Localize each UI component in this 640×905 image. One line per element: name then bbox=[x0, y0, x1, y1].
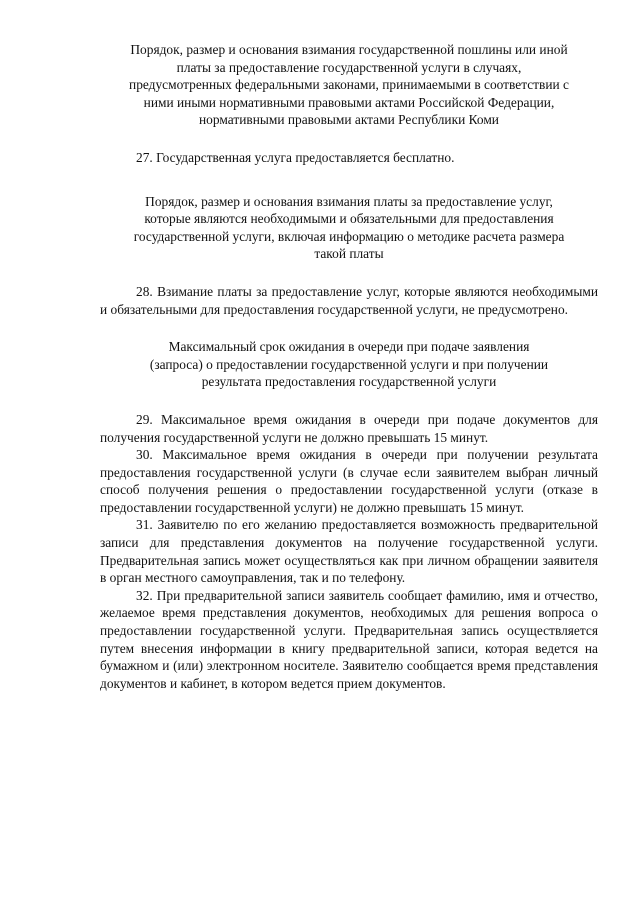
heading-line: нормативными правовыми актами Республики Коми bbox=[199, 112, 499, 128]
document-body bbox=[100, 41, 598, 692]
section-heading-fee bbox=[100, 41, 598, 129]
paragraph-30: 30. Максимальное время ожидания в очереди при получении результата предоставления государственной услуги (в случае если заявителем выбран личный способ получения решения о предоставлении государственной услуги (отказе в предоставлении государственной услуги) не должно превышать 15 минут. bbox=[100, 447, 598, 515]
paragraph-32: 32. При предварительной записи заявитель сообщает фамилию, имя и отчество, желаемое время представления документов, необходимых для решения вопроса о предоставлении государственной услуги. Предварительная запись осуществляется путем внесения информации в книгу предварительной записи, которая ведется на бумажном и (или) электронном носителе. Заявителю сообщается время представления документов и кабинет, в котором ведется прием документов. bbox=[100, 587, 598, 691]
heading-line: платы за предоставление государственной услуги в случаях, bbox=[176, 59, 522, 75]
paragraph-28: 28. Взимание платы за предоставление услуг, которые являются необходимыми и обязательными для предоставления государственной услуги, не предусмотрено. bbox=[100, 283, 598, 317]
section-heading-service-fee bbox=[100, 193, 598, 263]
paragraph-31: 31. Заявителю по его желанию предоставляется возможность предварительной записи для представления документов на получение государственной услуги. Предварительная запись может осуществляться как при личном обращении заявителя в орган местного самоуправления, так и по телефону. bbox=[100, 517, 598, 586]
heading-line: результата предоставления государственной услуги bbox=[201, 374, 497, 390]
paragraph-29: 29. Максимальное время ожидания в очереди при подаче документов для получения государственной услуги не должно превышать 15 минут. bbox=[100, 411, 598, 445]
heading-line: Порядок, размер и основания взимания государственной пошлины или иной bbox=[130, 42, 568, 57]
section-heading-queue-time bbox=[100, 338, 598, 391]
heading-line: которые являются необходимыми и обязательными для предоставления bbox=[144, 211, 554, 227]
heading-line: ними иными нормативными правовыми актами Российской Федерации, bbox=[143, 94, 555, 110]
heading-line: предусмотренных федеральными законами, принимаемыми в соответствии с bbox=[129, 77, 569, 93]
heading-line: Максимальный срок ожидания в очереди при подаче заявления bbox=[168, 339, 530, 355]
heading-line: такой платы bbox=[314, 246, 384, 262]
heading-line: государственной услуги, включая информацию о методике расчета размера bbox=[133, 228, 565, 244]
paragraph-27: 27. Государственная услуга предоставляется бесплатно. bbox=[136, 149, 455, 165]
heading-line: Порядок, размер и основания взимания платы за предоставление услуг, bbox=[145, 193, 553, 209]
heading-line: (запроса) о предоставлении государственной услуги и при получении bbox=[149, 356, 549, 372]
